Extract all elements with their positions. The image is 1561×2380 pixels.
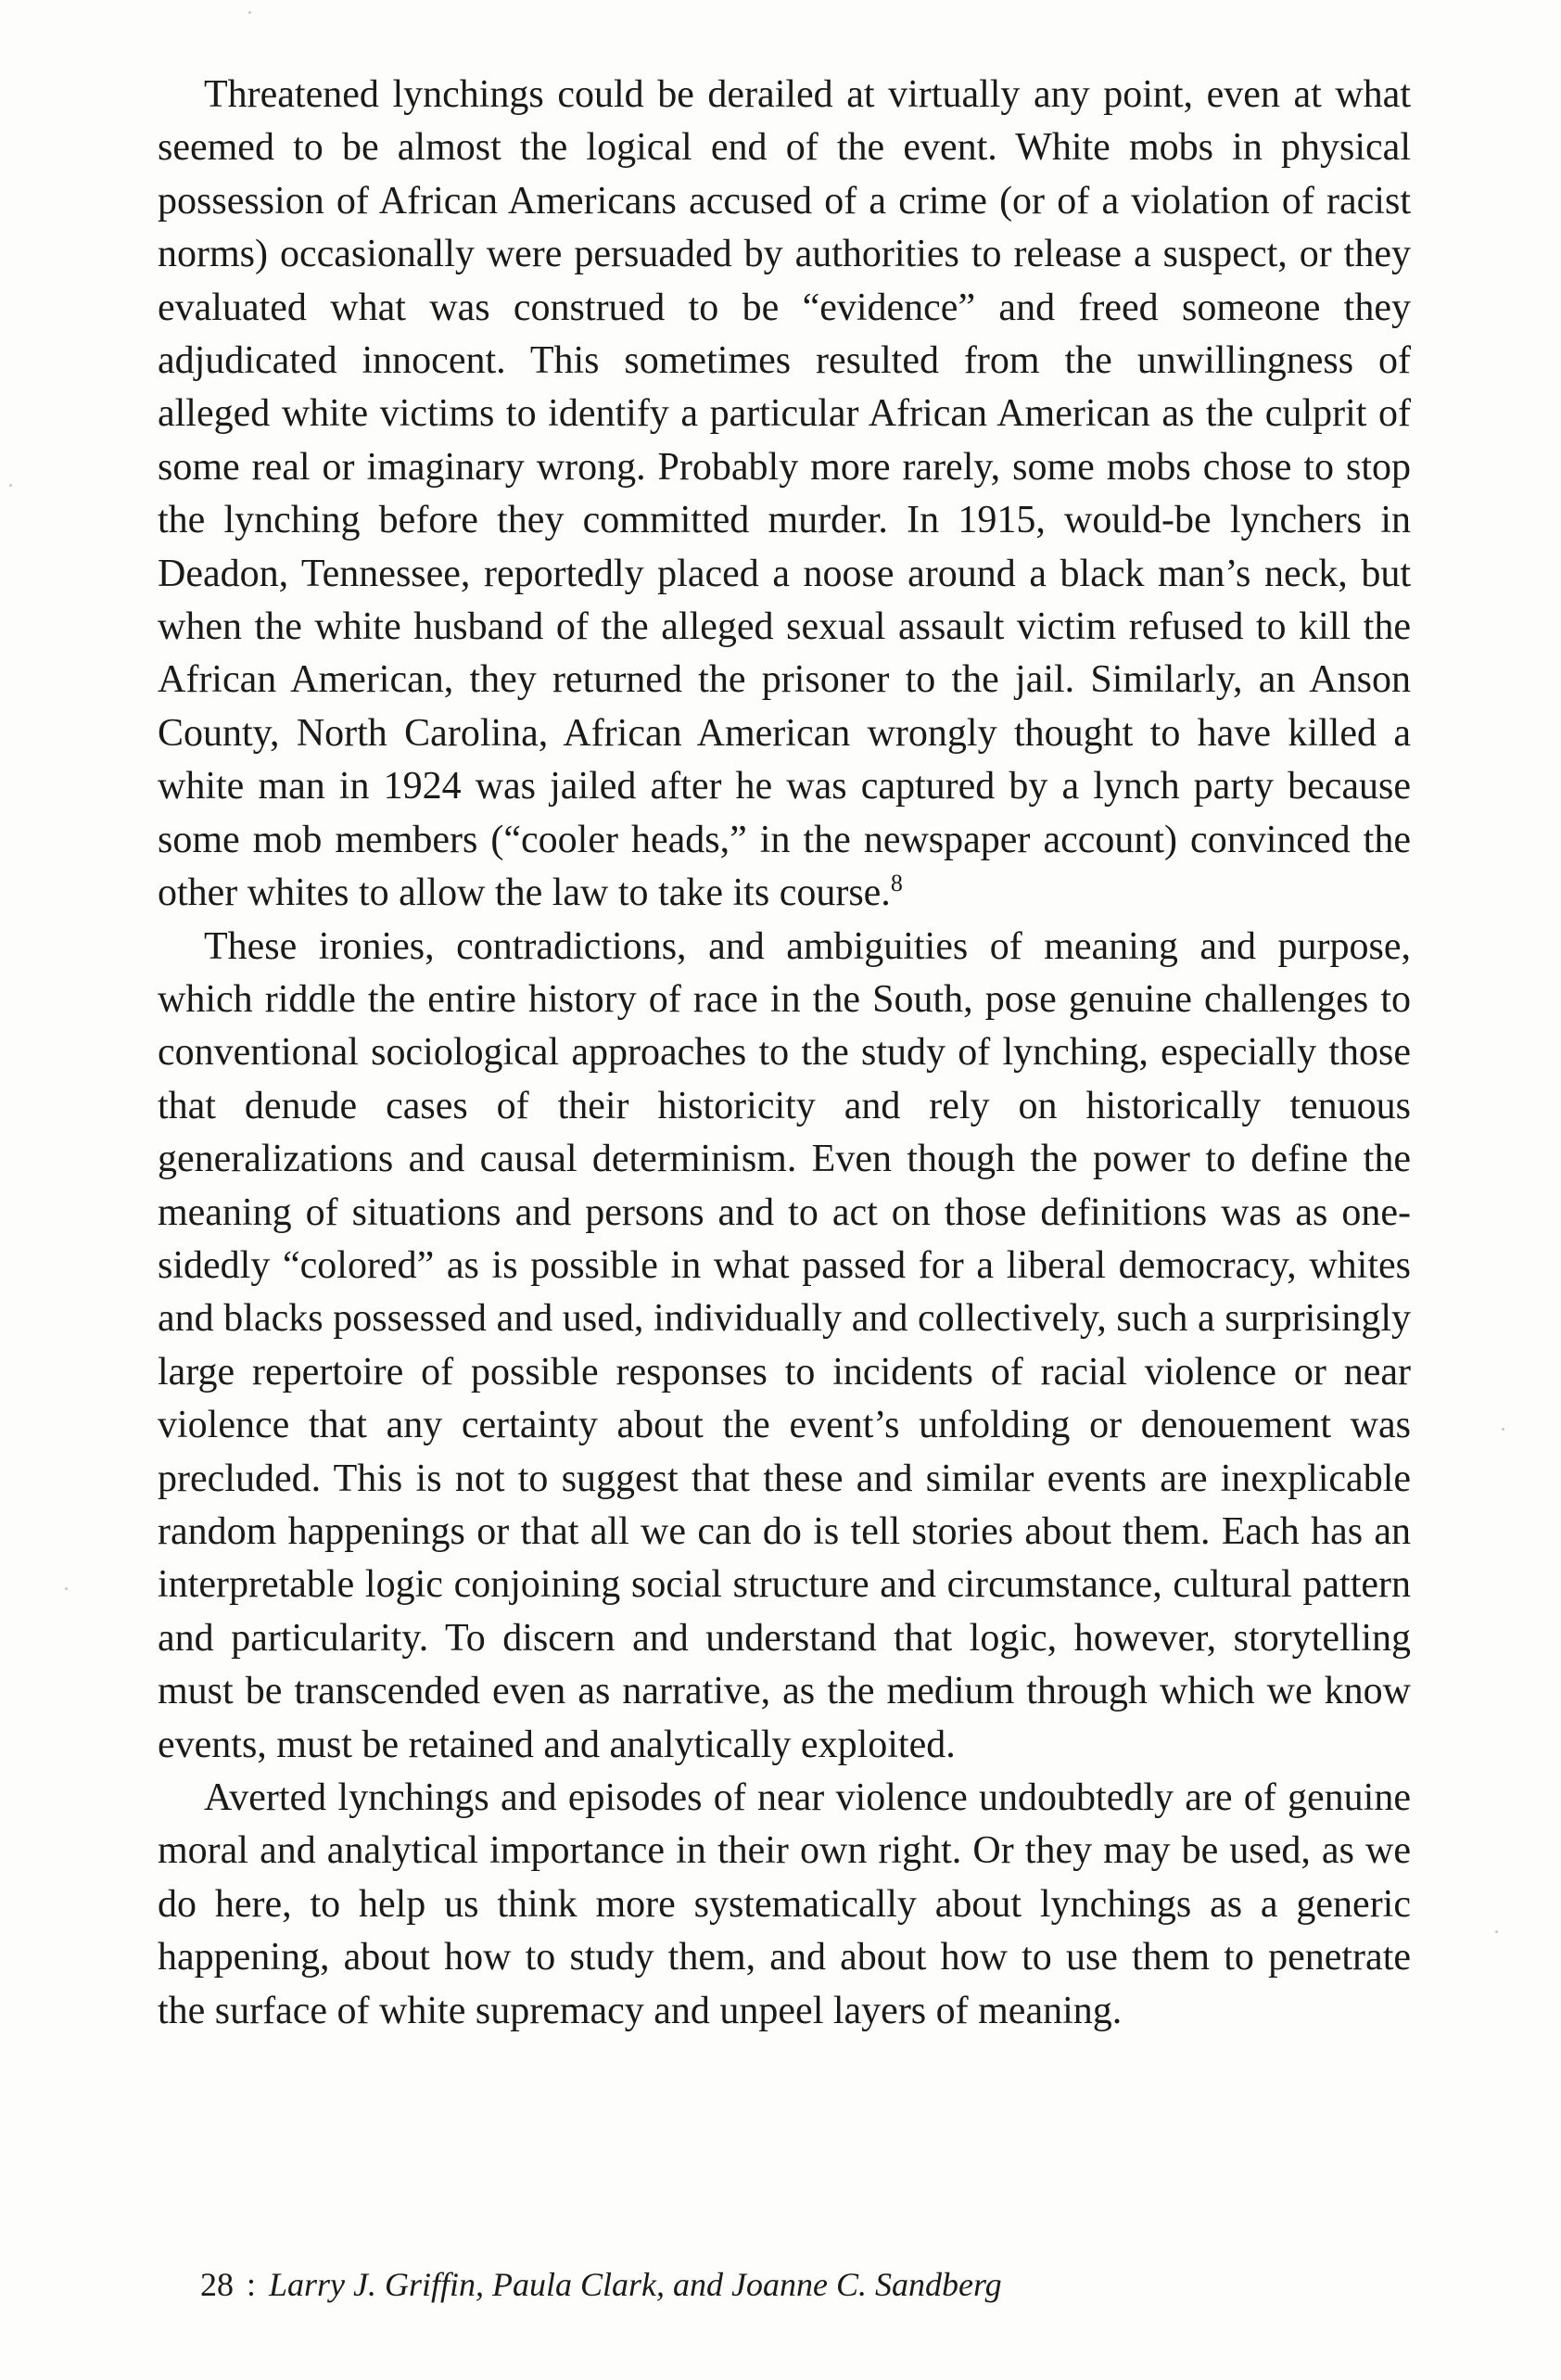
paragraph-3-text: Averted lynchings and episodes of near violence undoubtedly are of genuine moral and analytical importance in their own right. Or they may be used, as we do here, to help us think more systematically about lynchings as a generic happening, about how to study them, and about how to use them to penetrate the surface of white supremacy and unpeel layers of meaning. [158,1776,1411,2032]
paragraph-3 [158,1772,1411,2038]
footer-separator: : [247,2266,257,2303]
paper-speck [248,11,251,14]
paper-speck [9,484,12,487]
body-text [158,69,1411,2038]
endnote-reference-8[interactable]: 8 [890,870,903,897]
paragraph-2 [158,921,1411,1773]
paragraph-1-text: Threatened lynchings could be derailed at virtually any point, even at what seemed to be almost the logical end of the event. White mobs in physical possession of African Americans accused of a crime (or of a violation of racist norms) occasionally were persuaded by authorities to release a suspect, or they evaluated what was construed to be “evidence” and freed someone they adjudicated innocent. This sometimes resulted from the unwillingness of alleged white victims to identify a particular African American as the culprit of some real or imaginary wrong. Probably more rarely, some mobs chose to stop the lynching before they committed murder. In 1915, would-be lynchers in Deadon, Tennessee, reportedly placed a noose around a black man’s neck, but when the white husband of the alleged sexual assault victim refused to kill the African American, they returned the prisoner to the jail. Similarly, an Anson County, North Carolina, African American wrongly thought to have killed a white man in 1924 was jailed after he was captured by a lynch party because some mob members (“cooler heads,” in the newspaper account) convinced the other whites to allow the law to take its course. [158,73,1411,915]
paragraph-1 [158,69,1411,921]
paper-speck [65,1587,68,1590]
footer-authors: Larry J. Griffin, Paula Clark, and Joanne C. Sandberg [269,2266,1002,2303]
paragraph-2-text: These ironies, contradictions, and ambiguities of meaning and purpose, which riddle the entire history of race in the South, pose genuine challenges to conventional sociological approaches to the study of lynching, especially those that denude cases of their historicity and rely on historically tenuous generalizations and causal determinism. Even though the power to define the meaning of situations and persons and to act on those definitions was as one-sidedly “colored” as is possible in what passed for a liberal democracy, whites and blacks possessed and used, individually and collectively, such a surprisingly large repertoire of possible responses to incidents of racial violence or near violence that any certainty about the event’s unfolding or denouement was precluded. This is not to suggest that these and similar events are inexplicable random happenings or that all we can do is tell stories about them. Each has an interpretable logic conjoining social structure and circumstance, cultural pattern and particularity. To discern and understand that logic, however, storytelling must be transcended even as narrative, as the medium through which we know events, must be retained and analytically exploited. [158,924,1411,1766]
page-footer [200,2265,1002,2304]
paper-speck [1495,1930,1498,1933]
page-number: 28 [200,2266,234,2303]
paper-speck [1502,1428,1504,1431]
